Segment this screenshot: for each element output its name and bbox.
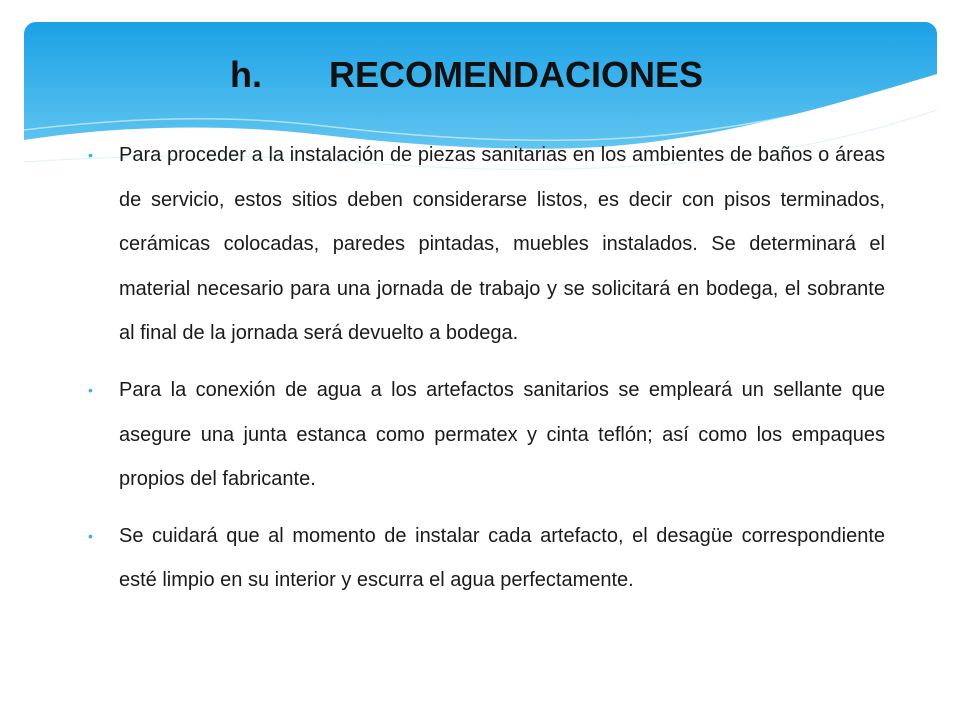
bullet-text: Para proceder a la instalación de piezas sanitarias en los ambientes de baños o áreas de servicio, estos sitios deben considerarse listos, es decir con pisos terminados, cerámicas colocadas, paredes pintadas, muebles instalados. Se determinará el material necesario para una jornada de trabajo y se solicitará en bodega, el sobrante al final de la jornada será devuelto a bodega. bbox=[119, 144, 885, 345]
bullet-list bbox=[88, 133, 885, 615]
bullet-icon: • bbox=[88, 381, 93, 398]
bullet-icon: • bbox=[88, 527, 93, 544]
bullet-item bbox=[88, 368, 885, 502]
bullet-item bbox=[88, 133, 885, 356]
bullet-item bbox=[88, 514, 885, 603]
bullet-text: Para la conexión de agua a los artefactos sanitarios se empleará un sellante que asegure una junta estanca como permatex y cinta teflón; así como los empaques propios del fabricante. bbox=[119, 378, 885, 491]
bullet-icon: • bbox=[88, 147, 93, 163]
title-text: RECOMENDACIONES bbox=[329, 54, 704, 95]
bullet-text: Se cuidará que al momento de instalar cada artefacto, el desagüe correspondiente esté limpio en su interior y escurra el agua perfectamente. bbox=[119, 524, 885, 592]
slide-title bbox=[0, 50, 960, 100]
title-number: h. bbox=[230, 54, 262, 95]
